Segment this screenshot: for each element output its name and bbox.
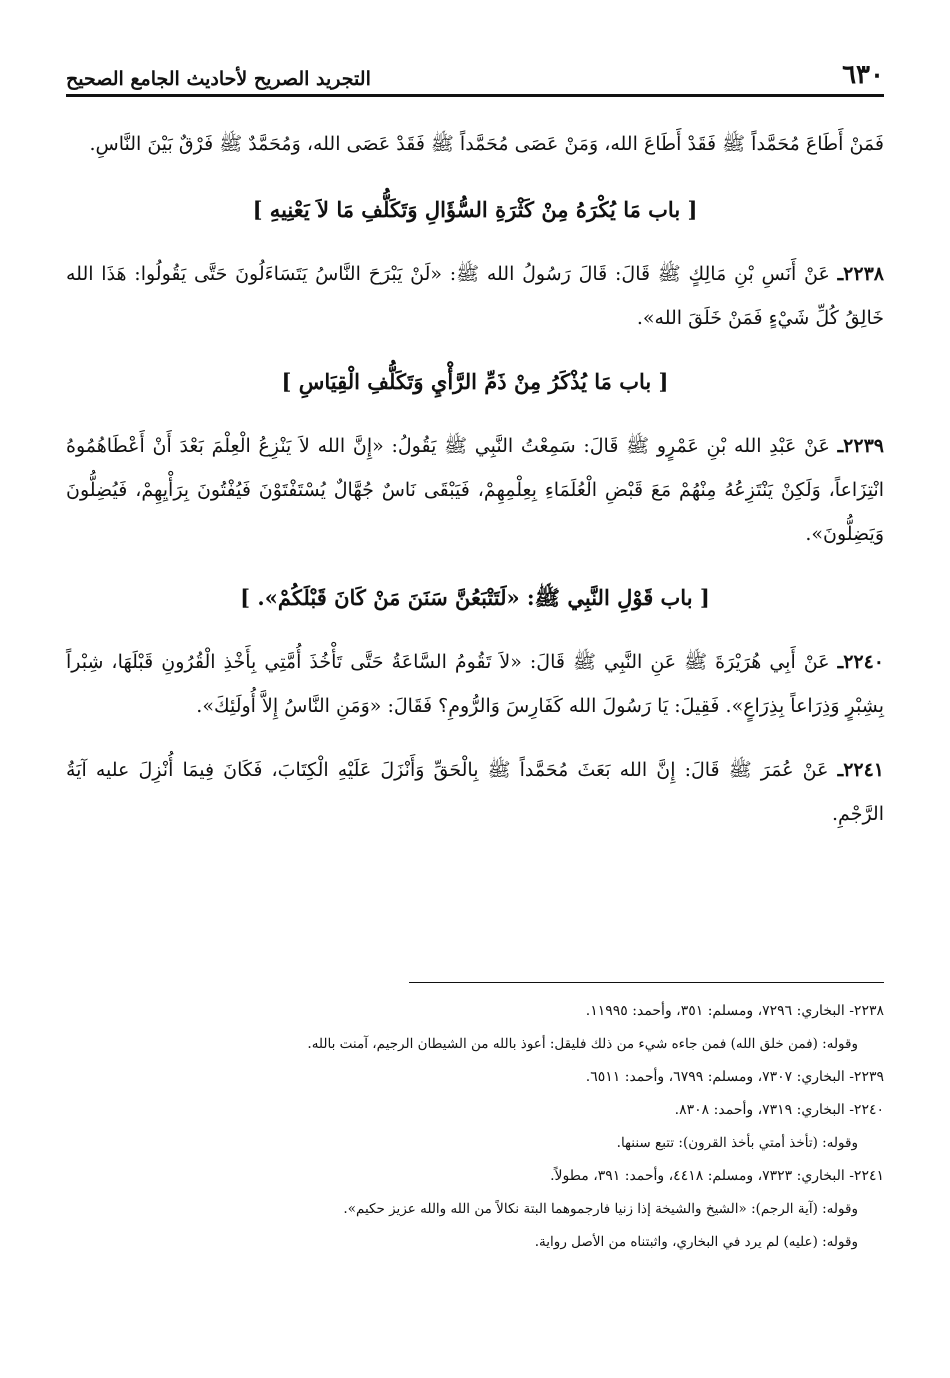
main-text <box>66 122 884 856</box>
footnote-note: وقوله: (فمن خلق الله) فمن جاءه شيء من ذلك فليقل: أعوذ بالله من الشيطان الرجيم، آمنت بالله. <box>307 1036 858 1052</box>
footnote-note: وقوله: (آية الرجم): «الشيخ والشيخة إذا زنيا فارجموهما البتة نكالاً من الله والله عزيز حكيم». <box>343 1201 858 1217</box>
hadith-number: ٢٢٣٩ـ <box>837 435 884 457</box>
hadith-paragraph <box>66 748 884 836</box>
footnote-source: ٢٢٣٨- البخاري: ٧٢٩٦، ومسلم: ٣٥١، وأحمد: ١١٩٩٥. <box>585 1003 884 1019</box>
footnote-note: وقوله: (عليه) لم يرد في البخاري، واثبتناه من الأصل رواية. <box>534 1234 858 1250</box>
hadith-number: ٢٢٤٠ـ <box>837 651 885 673</box>
chapter-heading: [ باب مَا يُذْكَرُ مِنْ ذَمِّ الرَّأْيِ وَتَكَلُّفِ الْقِيَاسِ ] <box>281 369 669 394</box>
page-number: ٦٣٠ <box>842 60 884 90</box>
continuation-paragraph: فَمَنْ أَطَاعَ مُحَمَّداً ﷺ فَقَدْ أَطَاعَ الله، وَمَنْ عَصَى مُحَمَّداً ﷺ فَقَدْ عَصَى الله، وَمُحَمَّدٌ ﷺ فَرْقٌ بَيْنَ النَّاسِ. <box>89 133 884 155</box>
hadith-number: ٢٢٣٨ـ <box>837 263 884 285</box>
footnote-source: ٢٢٣٩- البخاري: ٧٣٠٧، ومسلم: ٦٧٩٩، وأحمد: ٦٥١١. <box>585 1069 884 1085</box>
chapter-heading: [ باب قَوْلِ النَّبِي ﷺ: «لَتَتْبَعُنَّ سَنَنَ مَنْ كَانَ قَبْلَكُمْ». ] <box>240 585 710 610</box>
hadith-number: ٢٢٤١ـ <box>837 759 885 781</box>
footnote-source: ٢٢٤٠- البخاري: ٧٣١٩، وأحمد: ٨٣٠٨. <box>674 1102 884 1118</box>
footnote-rule <box>409 982 884 983</box>
running-title: التجريد الصريح لأحاديث الجامع الصحيح <box>66 68 371 90</box>
page-header <box>66 52 884 90</box>
footnote-note: وقوله: (تأخذ أمتي بأخذ القرون): تتبع سننها. <box>616 1135 858 1151</box>
hadith-text: عَنْ أَبِي هُرَيْرَةَ ﷺ عَنِ النَّبِي ﷺ قَالَ: «لاَ تَقُومُ السَّاعَةُ حَتَّى تَأْخُذَ أُمَّتِي بِأَخْذِ الْقُرُونِ قَبْلَهَا، شِبْراً بِشِبْرٍ وَذِرَاعاً بِذِرَاعٍ». فَقِيلَ: يَا رَسُولَ الله كَفَارِسَ وَالرُّومِ؟ فَقَالَ: «وَمَنِ النَّاسُ إِلاَّ أُولَئِكَ». <box>66 651 884 717</box>
hadith-text: عَنْ عُمَرَ ﷺ قَالَ: إِنَّ الله بَعَثَ مُحَمَّداً ﷺ بِالْحَقِّ وَأَنْزَلَ عَلَيْهِ الْكِتَابَ، فَكَانَ فِيمَا أُنْزِلَ عليه آيَةُ الرَّجْمِ. <box>66 759 884 825</box>
hadith-text: عَنْ أَنَسِ بْنِ مَالِكٍ ﷺ قَالَ: قَالَ رَسُولُ الله ﷺ: «لَنْ يَبْرَحَ النَّاسُ يَتَسَاءَلُونَ حَتَّى يَقُولُوا: هَذَا الله خَالِقُ كُلِّ شَيْءٍ فَمَنْ خَلَقَ الله». <box>66 263 884 329</box>
hadith-paragraph <box>66 640 884 728</box>
hadith-paragraph <box>66 252 884 340</box>
footnotes <box>66 982 884 1261</box>
header-rule <box>66 94 884 97</box>
footnote-source: ٢٢٤١- البخاري: ٧٣٢٣، ومسلم: ٤٤١٨، وأحمد: ٣٩١، مطولاً. <box>550 1168 884 1184</box>
chapter-heading: [ باب مَا يُكْرَهُ مِنْ كَثْرَةِ السُّؤَالِ وَتَكَلُّفِ مَا لاَ يَعْنِيهِ ] <box>252 197 698 222</box>
hadith-text: عَنْ عَبْدِ الله بْنِ عَمْرٍو ﷺ قَالَ: سَمِعْتُ النَّبِي ﷺ يَقُولُ: «إِنَّ الله لاَ يَنْزِعُ الْعِلْمَ بَعْدَ أَنْ أَعْطَاهُمُوهُ انْتِزَاعاً، وَلَكِنْ يَنْتَزِعُهُ مِنْهُمْ مَعَ قَبْضِ الْعُلَمَاءِ بِعِلْمِهِمْ، فَيَبْقَى نَاسٌ جُهَّالٌ يُسْتَفْتَوْنَ فَيُفْتُونَ بِرَأْيِهِمْ، فَيُضِلُّونَ وَيَضِلُّونَ». <box>66 435 884 545</box>
hadith-paragraph <box>66 424 884 556</box>
